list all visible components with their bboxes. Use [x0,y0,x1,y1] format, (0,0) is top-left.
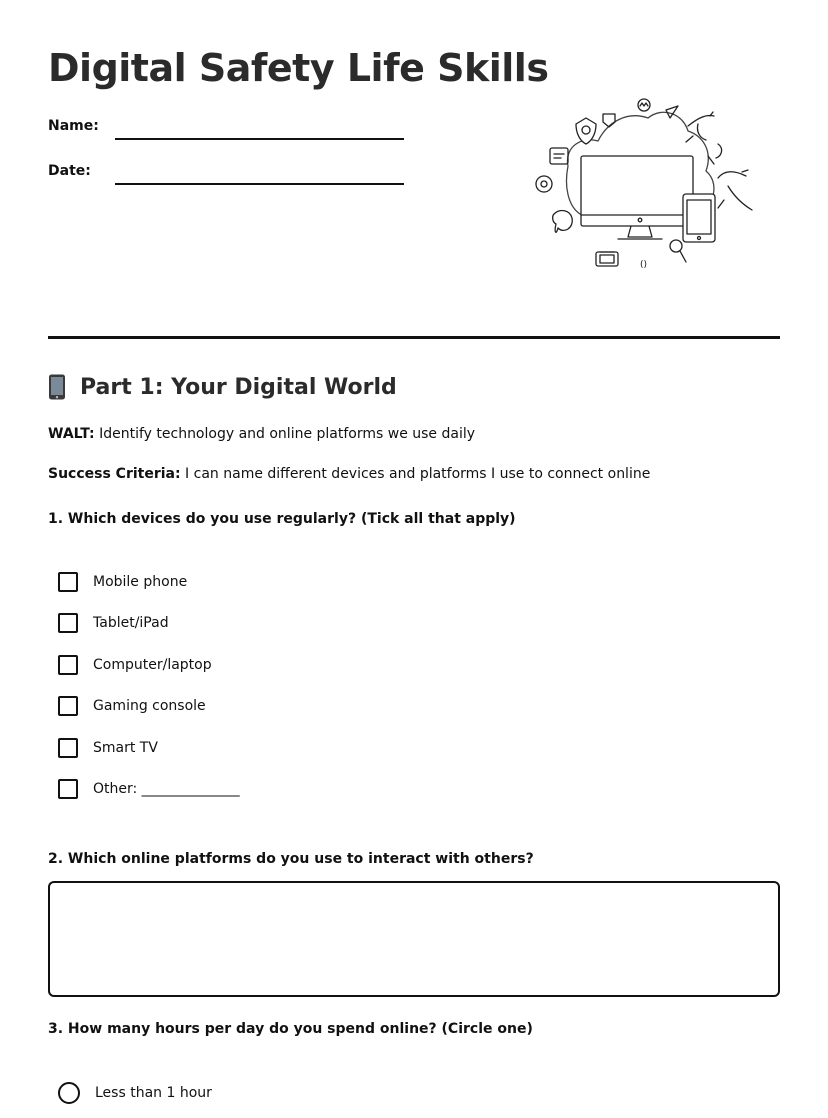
name-label: Name: [48,118,99,134]
success-criteria-text: I can name different devices and platforms I use to connect online [180,466,651,482]
checkbox[interactable] [58,655,78,675]
radio-circle[interactable] [58,1082,80,1104]
walt-text: Identify technology and online platforms we use daily [94,426,476,442]
platforms-answer-box[interactable] [48,881,780,997]
option-label: Tablet/iPad [93,615,169,631]
checkbox[interactable] [58,613,78,633]
option-label: Mobile phone [93,574,188,590]
option-label: Smart TV [93,740,158,756]
checkbox[interactable] [58,779,78,799]
success-criteria-label: Success Criteria: [48,466,181,482]
device-option[interactable] [58,613,169,633]
question-1: 1. Which devices do you use regularly? (Tick all that apply) [48,511,516,527]
part1-heading [48,374,397,400]
checkbox[interactable] [58,696,78,716]
walt-label: WALT: [48,426,95,442]
date-field[interactable] [115,183,404,185]
success-criteria-line [48,466,650,482]
question-2: 2. Which online platforms do you use to interact with others? [48,851,534,867]
walt-line [48,426,475,442]
technology-devices-illustration [528,96,760,274]
worksheet-title: Digital Safety Life Skills [48,46,549,90]
illustration-caption: () [640,260,648,270]
mobile-phone-icon [48,374,66,400]
option-label: Gaming console [93,698,206,714]
option-label: Computer/laptop [93,657,212,673]
option-label: Less than 1 hour [95,1085,212,1101]
date-label: Date: [48,163,91,179]
hours-option[interactable] [58,1082,212,1104]
option-label: Other: ______________ [93,781,240,797]
name-field[interactable] [115,138,404,140]
device-option[interactable] [58,572,187,592]
checkbox[interactable] [58,572,78,592]
device-option[interactable] [58,779,240,799]
part1-heading-text: Part 1: Your Digital World [80,374,397,400]
checkbox[interactable] [58,738,78,758]
device-option[interactable] [58,738,158,758]
question-3: 3. How many hours per day do you spend online? (Circle one) [48,1021,533,1037]
device-option[interactable] [58,696,206,716]
device-option[interactable] [58,655,212,675]
section-divider [48,336,780,339]
